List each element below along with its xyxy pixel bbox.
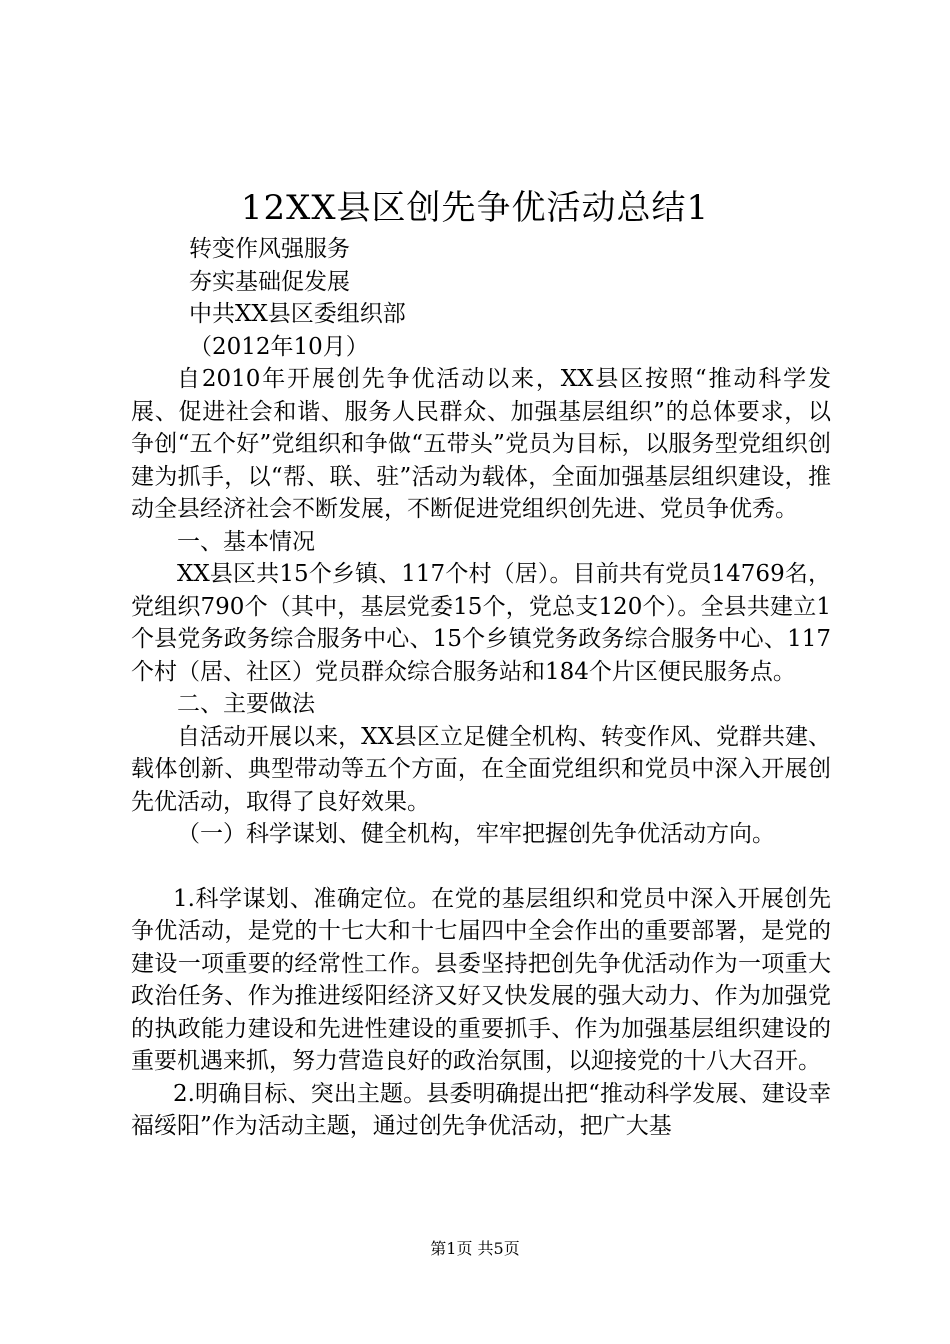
subtitle-line-2: 夯实基础促发展 bbox=[189, 268, 350, 295]
section-1-heading: 一、基本情况 bbox=[177, 528, 315, 555]
paragraph-gap bbox=[131, 851, 831, 883]
subsection-1-heading: （一）科学谋划、健全机构，牢牢把握创先争优活动方向。 bbox=[177, 821, 775, 847]
date-line: （2012年10月） bbox=[189, 333, 369, 360]
section-2-heading: 二、主要做法 bbox=[177, 691, 315, 717]
item-1-paragraph: 1.科学谋划、准确定位。在党的基层组织和党员中深入开展创先争优活动，是党的十七大和十七届四中全会作出的重要部署，是党的建设一项重要的经常性工作。县委坚持把创先争优活动作为一项重大政治任务、作为推进绥阳经济又好又快发展的强大动力、作为加强党的执政能力建设和先进性建设的重要抓手、作为加强基层组织建设的重要机遇来抓，努力营造良好的政治氛围，以迎接党的十八大召开。 bbox=[131, 885, 831, 1074]
page-footer: 第1页 共5页 bbox=[430, 1239, 520, 1258]
document-body bbox=[131, 233, 831, 1143]
subtitle-line-1: 转变作风强服务 bbox=[189, 236, 350, 262]
document-title: 12XX县区创先争优活动总结1 bbox=[240, 188, 710, 228]
intro-paragraph: 自2010年开展创先争优活动以来，XX县区按照“推动科学发展、促进社会和谐、服务人民群众、加强基层组织”的总体要求，以争创“五个好”党组织和争做“五带头”党员为目标，以服务型党组织创建为抓手，以“帮、联、驻”活动为载体，全面加强基层组织建设，推动全县经济社会不断发展，不断促进党组织创先进、党员争优秀。 bbox=[131, 366, 831, 522]
section-1-paragraph: XX县区共15个乡镇、117个村（居）。目前共有党员14769名，党组织790个（其中，基层党委15个，党总支120个）。全县共建立1个县党务政务综合服务中心、15个乡镇党务政务综合服务中心、117个村（居、社区）党员群众综合服务站和184个片区便民服务点。 bbox=[131, 561, 831, 685]
section-2-paragraph: 自活动开展以来，XX县区立足健全机构、转变作风、党群共建、载体创新、典型带动等五个方面，在全面党组织和党员中深入开展创先优活动，取得了良好效果。 bbox=[131, 723, 831, 815]
item-2-paragraph: 2.明确目标、突出主题。县委明确提出把“推动科学发展、建设幸福绥阳”作为活动主题，通过创先争优活动，把广大基 bbox=[131, 1080, 831, 1139]
author-line: 中共XX县区委组织部 bbox=[189, 301, 406, 327]
